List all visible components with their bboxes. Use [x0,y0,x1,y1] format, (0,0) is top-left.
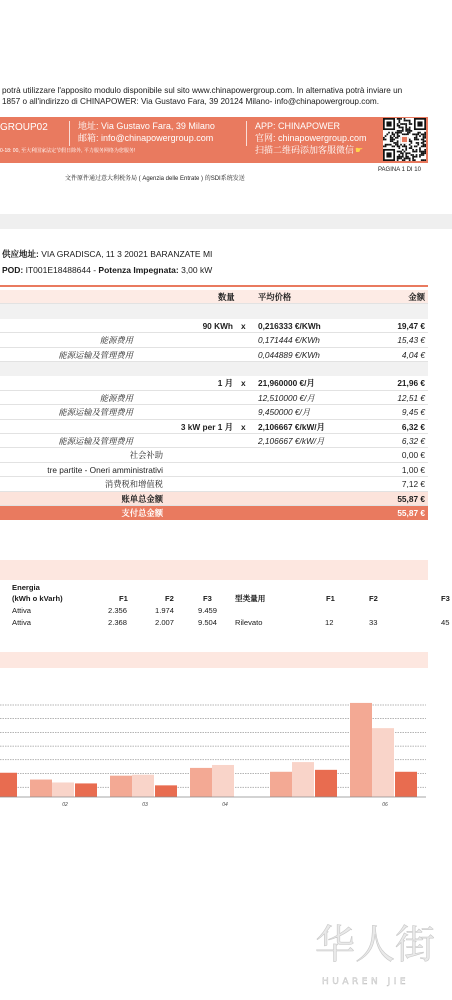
unit-price-cell: 0,216333 €/KWh [258,320,321,331]
consumption-history-chart [0,700,426,812]
unit-price-cell: 12,510000 €/月 [258,392,315,403]
bar-group-6-series-1 [350,703,372,797]
charge-label: 能源运输及管理费用 [58,436,133,446]
watermark-characters: 华人街 [315,922,435,968]
sdi-note: 文件原件通过意大利税务局 ( Agenzia delle Entrate ) 的SDI系统发送 [65,176,245,182]
amount-header: 金额 [408,292,425,302]
pod-value: IT001E18488644 - [25,265,97,275]
brand-fragment: GROUP02 [0,122,48,133]
bar-group-3-series-2 [132,775,154,797]
banner-app: APP: CHINAPOWER [255,121,341,131]
unit-price-cell: 2,106667 €/kW/月 [258,436,325,446]
charge-label: 能源运输及管理费用 [58,407,133,418]
f3-header: F3 [203,594,212,603]
bar-group-6-series-2 [372,728,394,797]
payment-total-amount: 55,87 € [397,508,425,518]
charge-label: tre partite - Oneri amministrativi [47,464,163,475]
contact-banner [0,117,428,163]
charge-label: 能源运输及管理费用 [58,349,133,360]
x-tick-label: 03 [142,802,148,808]
amount-cell: 21,96 € [397,378,425,389]
f1-header: F1 [119,594,128,603]
bar-group-2-series-3 [75,783,97,797]
bar-group-3-series-1 [110,776,132,797]
charge-label: 消费税和增值税 [104,479,163,490]
amount-cell: 15,43 € [397,335,425,346]
bar-group-5-series-2 [292,762,314,797]
bill-total-amount: 55,87 € [397,493,425,504]
banner-email[interactable]: 邮箱: info@chinapowergroup.com [78,133,214,143]
unit-price-cell: 2,106667 €/kW/月 [258,421,325,432]
banner-website[interactable]: 官网: chinapowergroup.com [255,133,367,143]
f1-right-header: F1 [326,594,335,603]
multiply-sign: x [241,378,246,389]
qr-code-icon [383,118,426,161]
charge-row-admin-fees [0,463,428,477]
amount-cell: 0,00 € [401,450,425,461]
quantity-header: 数量 [218,292,235,302]
notice-line-1: potrà utilizzare l'apposito modulo disponibile sul sito www.chinapowergroup.com. In alternativa potrà inviare un [2,86,403,95]
charge-row-power [0,420,428,434]
unit-price-cell: 0,044889 €/KWh [258,349,320,360]
consumption-section-band [0,560,428,580]
f2-right-header: F2 [369,594,378,603]
charge-row-social-bonus [0,448,428,462]
banner-divider [69,121,70,146]
supply-address-label: 供应地址: [2,249,39,259]
unit-price-cell: 21,960000 €/月 [258,378,315,389]
bill-total-row [0,492,428,506]
power-label: Potenza Impegnata: [98,265,179,275]
notice-line-2: 1857 o all'indirizzo di CHINAPOWER: Via Gustavo Fara, 39 20124 Milano- info@chinapowergroup.com. [2,97,379,106]
qr-prompt [255,144,363,157]
qr-prompt-text: 扫描二维码添加客服微信 [255,145,355,155]
unit-price-cell: 9,450000 €/月 [258,407,311,418]
bar-group-5-series-1 [270,772,292,797]
quantity-cell: 3 kW per 1 月 [180,421,233,432]
charge-label: 能源费用 [99,392,133,403]
pod-label: POD: [2,265,24,275]
amount-cell: 6,32 € [401,421,425,432]
consumption-row-label: Attiva [12,606,31,615]
average-price-header: 平均价格 [258,292,292,302]
x-tick-label: 02 [62,802,68,808]
amount-cell: 4,04 € [401,349,425,360]
x-tick-label: 06 [382,802,388,808]
consumption-title: Energia [12,583,40,592]
pointing-hand-icon [355,145,363,157]
f3-value: 9.504 [197,618,217,627]
bar-group-6-series-3 [395,772,417,797]
amount-cell: 6,32 € [401,436,425,446]
payment-total-label: 支付总金额 [121,508,163,518]
charge-subrow [0,391,428,405]
consumption-unit: (kWh o kVarh) [12,594,63,603]
amount-cell: 9,45 € [401,407,425,418]
supply-address-value: VIA GRADISCA, 11 3 20021 BARANZATE MI [41,249,213,259]
charge-subrow [0,348,428,362]
charges-section-band [0,304,428,318]
f1-value: 2.356 [107,606,127,615]
quantity-cell: 1 月 [217,378,233,389]
bar-group-5-series-3 [315,770,337,797]
f1-right-value: 12 [325,618,334,627]
f3-value: 9.459 [197,606,217,615]
charge-subrow [0,405,428,419]
amount-cell: 12,51 € [397,392,425,403]
supply-address-line [2,248,212,260]
reading-type-value: Rilevato [235,618,263,627]
watermark-latin: HUAREN JIE [322,977,410,987]
f2-value: 2.007 [154,618,174,627]
section-separator [0,214,452,229]
charge-row-fixed [0,376,428,390]
f3-right-value: 45 [441,618,450,627]
amount-cell: 1,00 € [401,464,425,475]
charge-subrow [0,333,428,347]
power-value: 3,00 kW [181,265,213,275]
payment-total-row [0,506,428,520]
pod-line [2,264,212,276]
orange-rule [0,285,428,287]
bill-total-label: 账单总金额 [121,493,163,504]
banner-divider [246,121,247,146]
history-section-band [0,652,428,668]
bar-group-1-series-3 [0,773,17,797]
page-indicator: PAGINA 1 DI 10 [378,167,421,173]
quantity-cell: 90 KWh [202,320,233,331]
charge-label: 能源费用 [99,335,133,346]
bar-group-4-series-1 [190,768,212,797]
f2-right-value: 33 [369,618,378,627]
charge-label: 社会补助 [129,450,163,461]
charge-row-taxes [0,477,428,491]
x-tick-label: 04 [222,802,228,808]
multiply-sign: x [241,421,246,432]
f3-right-header: F3 [441,594,450,603]
bar-group-2-series-1 [30,780,52,797]
charge-subrow [0,434,428,448]
charges-header-row [0,290,428,304]
amount-cell: 19,47 € [397,320,425,331]
charges-section-band [0,362,428,376]
f2-header: F2 [165,594,174,603]
consumption-row-label: Attiva [12,618,31,627]
f1-value: 2.368 [107,618,127,627]
service-hours-note: 0-18: 00, 至大利国家法定节假日除外, 平力服务网络为您服务! [0,148,136,154]
bar-group-2-series-2 [52,782,74,797]
banner-address: 地址: Via Gustavo Fara, 39 Milano [78,121,215,131]
bar-group-3-series-3 [155,785,177,797]
unit-price-cell: 0,171444 €/KWh [258,335,320,346]
charge-row-energy [0,319,428,333]
multiply-sign: x [241,320,246,331]
bar-group-4-series-2 [212,765,234,797]
f2-value: 1.974 [154,606,174,615]
reading-type-header: 型类量用 [235,594,266,603]
amount-cell: 7,12 € [401,479,425,490]
